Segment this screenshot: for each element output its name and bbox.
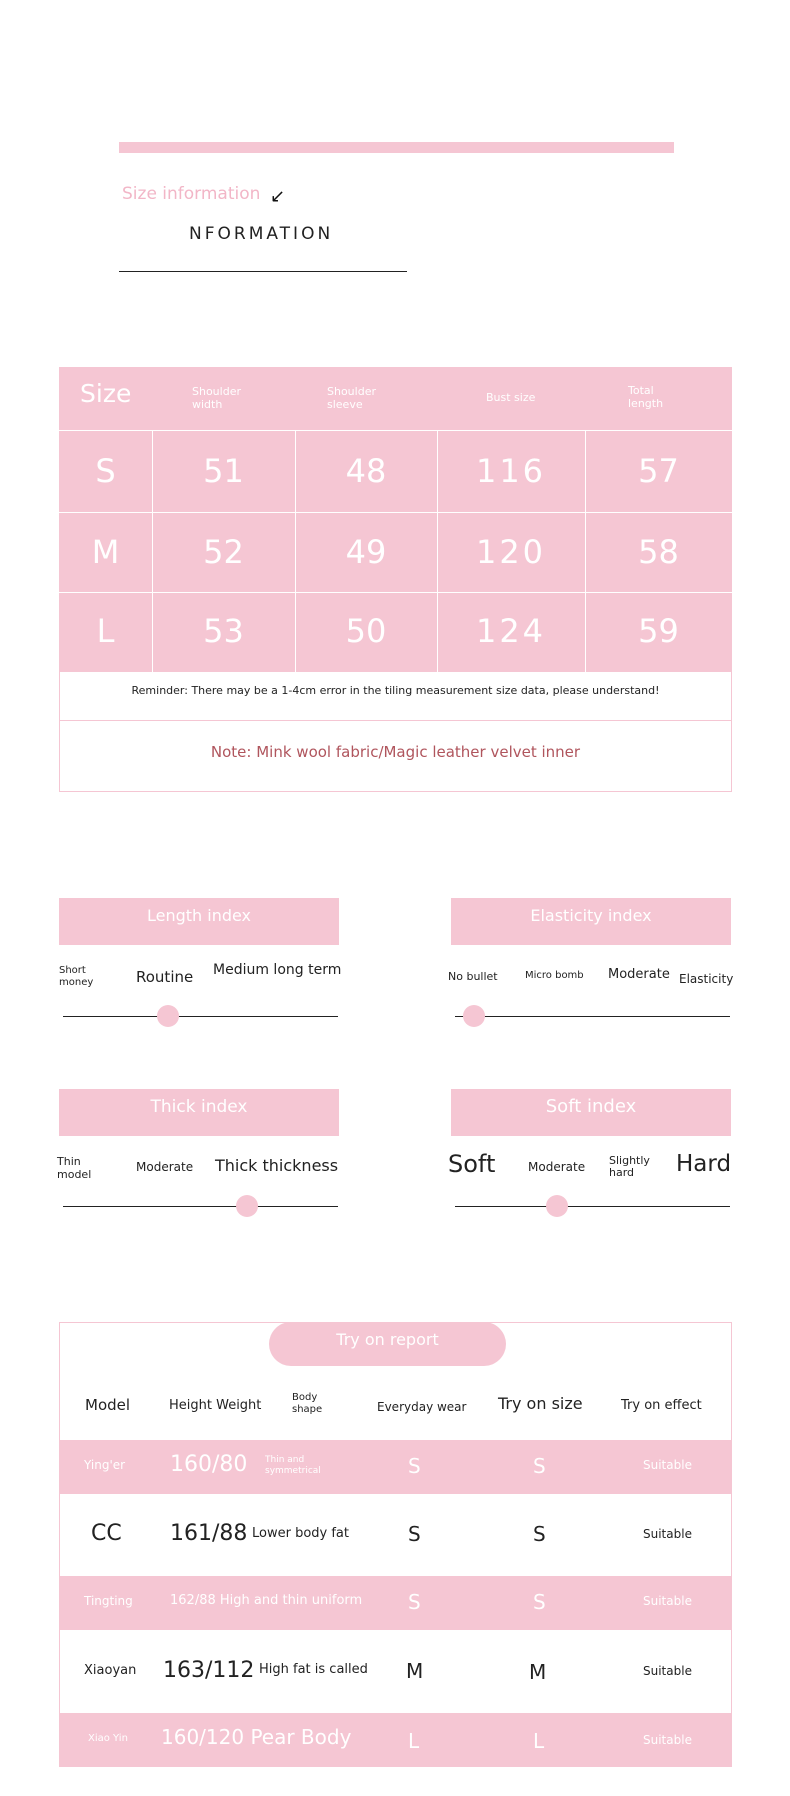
- header-pink-bar: [119, 142, 674, 153]
- row-everyday-wear: S: [408, 1590, 421, 1614]
- soft-label-moderate: Moderate: [528, 1160, 586, 1174]
- length-label-medium-long: Medium long term: [213, 962, 342, 978]
- table-cell: 116: [475, 452, 547, 490]
- row-body-shape: Thin and symmetrical: [265, 1455, 321, 1476]
- table-cell: 120: [475, 533, 547, 571]
- row-model: Xiaoyan: [84, 1663, 137, 1678]
- table-cell: 52: [203, 533, 244, 571]
- thick-index-header: Thick index: [59, 1089, 339, 1136]
- row-everyday-wear: L: [408, 1729, 420, 1753]
- table-cell: 58: [638, 533, 679, 571]
- soft-index-track: [455, 1206, 730, 1207]
- thick-label-moderate: Moderate: [136, 1160, 194, 1174]
- table-cell: 48: [345, 452, 387, 490]
- length-label-routine: Routine: [136, 968, 194, 986]
- table-cell: 59: [638, 612, 679, 650]
- elasticity-label-elasticity: Elasticity: [679, 972, 734, 986]
- header-bust-size: Bust size: [486, 391, 536, 404]
- row-try-on-effect: Suitable: [643, 1458, 692, 1472]
- soft-label-soft: Soft: [448, 1150, 496, 1178]
- size-information-title: Size information: [122, 184, 261, 204]
- col-try-on-size: Try on size: [498, 1394, 583, 1413]
- header-shoulder-width: Shoulder width: [192, 385, 241, 411]
- soft-label-hard: Hard: [676, 1151, 732, 1177]
- soft-index-marker: [546, 1195, 568, 1217]
- row-height-weight: 161/88: [170, 1521, 248, 1546]
- table-cell: L: [96, 612, 115, 650]
- table-cell: S: [95, 452, 116, 490]
- row-try-on-size: S: [533, 1590, 546, 1614]
- length-index-header: Length index: [59, 898, 339, 945]
- table-cell: 49: [345, 533, 387, 571]
- row-body-shape: Lower body fat: [252, 1526, 349, 1541]
- table-grid-line: [59, 592, 732, 593]
- elasticity-label-no-bullet: No bullet: [448, 970, 498, 983]
- row-everyday-wear: S: [408, 1522, 421, 1546]
- row-everyday-wear: M: [406, 1659, 424, 1683]
- table-cell: 124: [475, 612, 547, 650]
- row-body-shape: High fat is called: [259, 1662, 368, 1677]
- table-grid-line: [59, 512, 732, 513]
- col-body-shape: Body shape: [292, 1392, 323, 1415]
- try-on-report-table: [59, 1322, 732, 1767]
- elasticity-index-marker: [463, 1005, 485, 1027]
- report-row-band: [59, 1576, 732, 1630]
- information-subtitle: NFORMATION: [189, 224, 334, 244]
- header-total-length: Total length: [628, 384, 664, 410]
- thick-index-marker: [236, 1195, 258, 1217]
- thick-label-thick-thickness: Thick thickness: [215, 1156, 339, 1175]
- soft-label-slightly-hard: Slightly hard: [609, 1154, 650, 1179]
- row-try-on-effect: Suitable: [643, 1664, 692, 1678]
- elasticity-label-moderate: Moderate: [608, 967, 670, 982]
- soft-index-header: Soft index: [451, 1089, 731, 1136]
- table-cell: M: [91, 533, 120, 571]
- thick-index-track: [63, 1206, 338, 1207]
- elasticity-label-micro-bomb: Micro bomb: [525, 970, 584, 981]
- col-model: Model: [85, 1396, 131, 1414]
- elasticity-index-track: [455, 1016, 730, 1017]
- length-index-track: [63, 1016, 338, 1017]
- length-index-marker: [157, 1005, 179, 1027]
- thick-label-thin-model: Thin model: [57, 1155, 92, 1181]
- length-label-short-money: Short money: [59, 965, 94, 988]
- row-try-on-effect: Suitable: [643, 1527, 692, 1541]
- try-on-report-title: Try on report: [269, 1322, 506, 1366]
- arrow-down-left-icon: ↙: [270, 186, 286, 207]
- elasticity-index-header: Elasticity index: [451, 898, 731, 945]
- row-height-weight-body: 160/120 Pear Body: [161, 1725, 352, 1749]
- report-row-band: [59, 1440, 732, 1494]
- row-model: Ying'er: [84, 1458, 126, 1472]
- header-size: Size: [80, 379, 132, 408]
- row-model: CC: [91, 1521, 122, 1546]
- row-try-on-size: L: [533, 1729, 545, 1753]
- report-row-band: [59, 1713, 732, 1766]
- fabric-note: Note: Mink wool fabric/Magic leather velvet inner: [210, 743, 581, 761]
- table-cell: 50: [345, 612, 387, 650]
- row-model: Tingting: [84, 1594, 133, 1608]
- header-shoulder-sleeve: Shoulder sleeve: [327, 385, 376, 411]
- row-everyday-wear: S: [408, 1454, 421, 1478]
- row-height-weight-body: 162/88 High and thin uniform: [170, 1593, 363, 1608]
- reminder-text: Reminder: There may be a 1-4cm error in the tiling measurement size data, please understand!: [131, 684, 660, 697]
- table-cell: 57: [638, 452, 679, 490]
- row-try-on-size: M: [529, 1660, 547, 1684]
- row-height-weight: 163/112: [163, 1658, 255, 1683]
- table-divider: [59, 720, 732, 721]
- table-grid-line: [59, 430, 732, 431]
- row-try-on-effect: Suitable: [643, 1733, 692, 1747]
- col-height-weight: Height Weight: [169, 1398, 262, 1413]
- col-everyday-wear: Everyday wear: [377, 1400, 467, 1414]
- row-try-on-size: S: [533, 1454, 546, 1478]
- col-try-on-effect: Try on effect: [621, 1398, 702, 1413]
- row-try-on-size: S: [533, 1522, 546, 1546]
- row-height-weight: 160/80: [170, 1452, 248, 1477]
- header-divider: [119, 271, 407, 272]
- row-model: Xiao Yin: [88, 1733, 128, 1744]
- table-cell: 53: [203, 612, 244, 650]
- row-try-on-effect: Suitable: [643, 1594, 692, 1608]
- table-cell: 51: [203, 452, 244, 490]
